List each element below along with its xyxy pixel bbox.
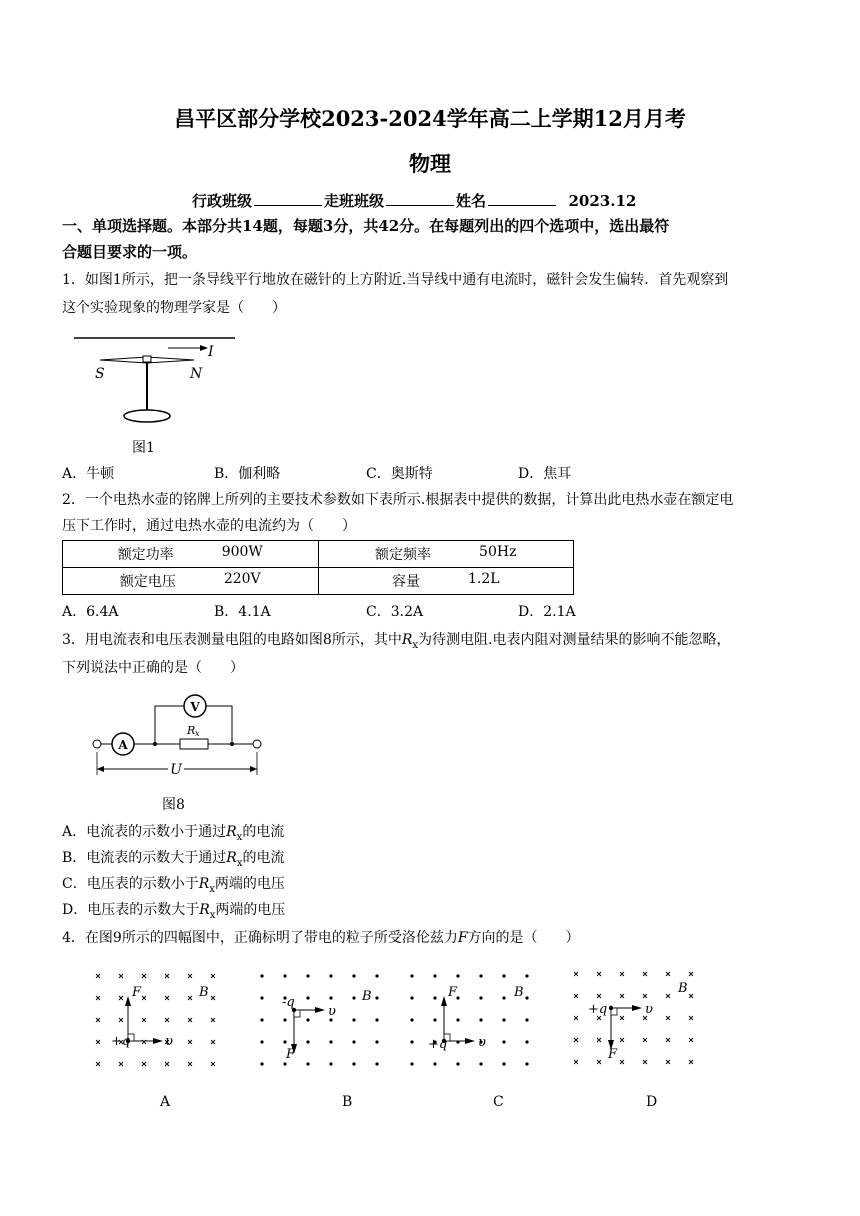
field-cross <box>597 994 601 998</box>
field-dot <box>479 1062 482 1065</box>
table-cell <box>318 568 574 595</box>
field-dot <box>352 974 355 977</box>
rx-symbol: R <box>226 824 237 840</box>
current-label: I <box>208 344 214 360</box>
field-dot <box>260 1040 263 1043</box>
field-cross <box>165 974 169 978</box>
field-dot <box>352 1040 355 1043</box>
field-cross <box>119 1018 123 1022</box>
needle-north <box>147 357 194 363</box>
field-cross <box>689 1060 693 1064</box>
section-heading-line1: 一、单项选择题。本部分共14题，每题3分，共42分。在每题列出的四个选项中，选出最符 <box>62 217 670 235</box>
q1-option-c[interactable]: C．奥斯特 <box>366 466 433 482</box>
field-cross <box>620 1038 624 1042</box>
q4-text-line1 <box>62 928 580 948</box>
admin-class-blank <box>254 191 322 206</box>
q3-option-b[interactable] <box>62 848 284 874</box>
field-dot <box>502 1018 505 1021</box>
q2-option-b[interactable]: B．4.1A <box>214 604 271 620</box>
q1-option-d[interactable]: D．焦耳 <box>518 466 572 482</box>
field-cross <box>643 972 647 976</box>
field-cross <box>211 996 215 1000</box>
option-text: B．电流表的示数大于通过 <box>62 850 227 866</box>
field-cross <box>142 996 146 1000</box>
velocity-arrow-head <box>315 1007 325 1013</box>
stand-base <box>124 410 170 422</box>
current-arrow-head <box>200 345 208 351</box>
field-cross <box>96 974 100 978</box>
field-cross <box>597 1060 601 1064</box>
figure-9-panel-c[interactable] <box>404 966 549 1078</box>
option-text: 的电流 <box>242 850 285 866</box>
table-row <box>63 568 574 595</box>
field-dot <box>433 974 436 977</box>
student-info-line <box>192 190 636 211</box>
figure-9-panel-b[interactable] <box>254 966 404 1078</box>
field-dot <box>502 996 505 999</box>
field-dot <box>329 1040 332 1043</box>
q3-text-line2: 下列说法中正确的是（ ） <box>62 660 244 676</box>
option-text: 两端的电压 <box>215 902 286 918</box>
name-blank <box>488 191 556 206</box>
force-label: F <box>608 1047 618 1062</box>
field-cross <box>165 996 169 1000</box>
force-arrow-head <box>125 996 131 1006</box>
field-dot <box>375 996 378 999</box>
field-dot <box>306 974 309 977</box>
field-label: B <box>678 981 688 996</box>
figure-9-label-b: B <box>342 1094 353 1110</box>
rx-subscript: x <box>209 909 216 921</box>
subject-title: 物理 <box>409 151 451 176</box>
field-dot <box>479 996 482 999</box>
field-cross <box>119 974 123 978</box>
field-cross <box>666 1038 670 1042</box>
q1-option-a[interactable]: A．牛顿 <box>62 466 115 482</box>
field-dot <box>260 1062 263 1065</box>
field-cross <box>643 994 647 998</box>
field-dot <box>502 974 505 977</box>
field-dot <box>260 1018 263 1021</box>
figure-8-caption: 图8 <box>162 797 185 813</box>
field-cross <box>211 1018 215 1022</box>
field-dot <box>479 974 482 977</box>
q3-text-line1 <box>62 630 730 656</box>
field-dot <box>283 1018 286 1021</box>
field-dot <box>525 974 528 977</box>
field-cross <box>643 1060 647 1064</box>
resistor <box>180 739 208 749</box>
force-symbol: F <box>457 930 468 946</box>
field-cross <box>188 1018 192 1022</box>
magnetic-field-marks <box>574 972 693 1064</box>
field-dot <box>525 996 528 999</box>
field-cross <box>689 1038 693 1042</box>
north-label: N <box>190 366 203 382</box>
rx-symbol: R <box>198 876 210 892</box>
needle-south <box>100 357 147 363</box>
capacity-label: 容量 <box>391 574 420 590</box>
figure-9-label-a: A <box>160 1094 171 1110</box>
field-cross <box>666 1060 670 1064</box>
field-cross <box>142 1062 146 1066</box>
section-heading-line2: 合题目要求的一项。 <box>62 243 198 261</box>
force-label: F <box>132 985 142 1000</box>
rx-symbol: R <box>199 902 210 918</box>
field-dot <box>525 1018 528 1021</box>
name-label: 姓名 <box>456 192 487 210</box>
field-cross <box>188 974 192 978</box>
q1-text-line1: 1．如图1所示，把一条导线平行地放在磁针的上方附近.当导线中通有电流时，磁针会发生偏转．首先观察到 <box>62 272 729 288</box>
magnetic-field-marks <box>260 974 378 1065</box>
q1-option-b[interactable]: B．伽利略 <box>214 466 281 482</box>
figure-9-panel-d[interactable] <box>568 962 708 1078</box>
field-dot <box>283 974 286 977</box>
velocity-label: υ <box>478 1035 486 1050</box>
arrow-head <box>250 766 257 772</box>
velocity-label: υ <box>645 1002 653 1017</box>
field-cross <box>96 1018 100 1022</box>
field-dot <box>410 974 413 977</box>
walk-class-label: 走班班级 <box>324 192 385 210</box>
field-dot <box>375 1040 378 1043</box>
field-cross <box>620 994 624 998</box>
field-dot <box>456 1018 459 1021</box>
particle <box>609 1006 613 1010</box>
field-dot <box>375 1018 378 1021</box>
field-cross <box>574 1016 578 1020</box>
field-cross <box>597 972 601 976</box>
field-cross <box>666 972 670 976</box>
field-cross <box>620 972 624 976</box>
q3-text-b: 为待测电阻.电表内阻对测量结果的影响不能忽略， <box>418 632 731 648</box>
resistor-label: R <box>187 724 196 737</box>
q4-text-a: 4．在图9所示的四幅图中，正确标明了带电的粒子所受洛伦兹力 <box>62 930 458 946</box>
field-dot <box>329 1062 332 1065</box>
field-cross <box>689 972 693 976</box>
field-dot <box>456 974 459 977</box>
rated-voltage-label: 额定电压 <box>119 574 176 590</box>
q3-option-a[interactable] <box>62 822 284 848</box>
q2-text-line1: 2．一个电热水壶的铭牌上所列的主要技术参数如下表所示.根据表中提供的数据，计算出此电热水壶在额定电 <box>62 492 734 508</box>
terminal-left <box>93 740 101 748</box>
arrow-head <box>97 766 104 772</box>
q2-text-line2: 压下工作时，通过电热水壶的电流约为（ ） <box>62 518 356 534</box>
rx-subscript: x <box>236 831 243 843</box>
field-dot <box>525 1062 528 1065</box>
q1-text-line2: 这个实验现象的物理学家是（ ） <box>62 300 286 316</box>
rx-subscript: x <box>236 857 243 869</box>
velocity-label: υ <box>165 1034 173 1049</box>
figure-8-circuit <box>88 692 268 784</box>
field-cross <box>142 1018 146 1022</box>
option-text: D．电压表的示数大于 <box>62 902 200 918</box>
field-dot <box>410 1018 413 1021</box>
field-dot <box>433 1018 436 1021</box>
q2-option-c[interactable]: C．3.2A <box>366 604 424 620</box>
velocity-label: υ <box>328 1004 336 1019</box>
field-dot <box>456 1062 459 1065</box>
rx-symbol: R <box>401 632 413 648</box>
field-dot <box>329 974 332 977</box>
field-dot <box>525 1040 528 1043</box>
pivot <box>143 356 151 362</box>
q3-option-c[interactable] <box>62 874 285 900</box>
field-cross <box>96 1062 100 1066</box>
voltage-label: U <box>170 762 182 778</box>
field-cross <box>666 1016 670 1020</box>
field-cross <box>689 994 693 998</box>
field-cross <box>119 1062 123 1066</box>
magnetic-field-marks <box>96 974 215 1066</box>
walk-class-blank <box>386 191 454 206</box>
exam-date: 2023.12 <box>568 192 637 210</box>
field-dot <box>352 996 355 999</box>
charge-label: +q <box>588 1002 608 1017</box>
field-cross <box>119 996 123 1000</box>
figure-1-compass <box>70 330 250 430</box>
field-dot <box>352 1062 355 1065</box>
field-cross <box>165 1062 169 1066</box>
q4-text-b: 方向的是（ ） <box>467 930 580 946</box>
field-cross <box>620 1060 624 1064</box>
table-cell <box>63 541 319 568</box>
field-dot <box>283 1040 286 1043</box>
charge-label: +q <box>111 1034 131 1049</box>
field-label: B <box>362 989 372 1004</box>
rx-subscript: x <box>412 639 419 651</box>
field-dot <box>260 974 263 977</box>
figure-9-label-c: C <box>493 1094 504 1110</box>
field-dot <box>306 1062 309 1065</box>
field-cross <box>574 1038 578 1042</box>
q3-text-a: 3．用电流表和电压表测量电阻的电路如图8所示，其中 <box>62 632 402 648</box>
field-dot <box>260 996 263 999</box>
rx-subscript: x <box>209 883 215 895</box>
field-cross <box>666 994 670 998</box>
wire <box>206 706 232 744</box>
field-cross <box>211 974 215 978</box>
force-label: F <box>286 1047 296 1062</box>
wire <box>155 706 184 744</box>
rated-frequency-value: 50Hz <box>479 544 517 560</box>
velocity-arrow-head <box>465 1038 475 1044</box>
field-dot <box>329 996 332 999</box>
field-dot <box>375 1062 378 1065</box>
table-row <box>63 541 574 568</box>
table-cell <box>63 568 319 595</box>
rated-voltage-value: 220V <box>223 571 261 587</box>
resistor-label-sub: x <box>195 729 200 738</box>
field-cross <box>188 996 192 1000</box>
velocity-arrow-head <box>632 1005 642 1011</box>
q2-option-d[interactable]: D．2.1A <box>518 604 576 620</box>
ammeter-label: A <box>118 738 128 752</box>
field-cross <box>211 1040 215 1044</box>
field-cross <box>142 974 146 978</box>
rated-power-label: 额定功率 <box>117 547 174 563</box>
field-label: B <box>514 985 524 1000</box>
force-label: F <box>448 985 458 1000</box>
option-text: A．电流表的示数小于通过 <box>62 824 227 840</box>
field-cross <box>574 972 578 976</box>
field-dot <box>410 1040 413 1043</box>
field-dot <box>306 1018 309 1021</box>
field-dot <box>502 1062 505 1065</box>
q3-option-d[interactable] <box>62 900 285 926</box>
option-text: 两端的电压 <box>214 876 285 892</box>
field-cross <box>597 1038 601 1042</box>
field-dot <box>479 1018 482 1021</box>
voltmeter-label: V <box>190 700 200 714</box>
field-cross <box>643 1038 647 1042</box>
field-dot <box>410 996 413 999</box>
field-dot <box>375 974 378 977</box>
rated-power-value: 900W <box>221 544 263 560</box>
figure-1-caption: 图1 <box>132 440 155 456</box>
rated-frequency-label: 额定频率 <box>375 547 432 563</box>
rx-symbol: R <box>226 850 237 866</box>
field-cross <box>574 1060 578 1064</box>
field-cross <box>96 1040 100 1044</box>
field-dot <box>433 996 436 999</box>
field-dot <box>306 996 309 999</box>
figure-9-label-d: D <box>646 1094 658 1110</box>
terminal-right <box>253 740 261 748</box>
exam-title: 昌平区部分学校2023-2024学年高二上学期12月月考 <box>174 106 686 131</box>
field-dot <box>283 1062 286 1065</box>
field-cross <box>188 1040 192 1044</box>
field-dot <box>433 1062 436 1065</box>
charge-label: +q <box>428 1037 448 1052</box>
south-label: S <box>95 366 105 382</box>
option-text: C．电压表的示数小于 <box>62 876 199 892</box>
field-cross <box>188 1062 192 1066</box>
field-dot <box>306 1040 309 1043</box>
field-dot <box>352 1018 355 1021</box>
figure-9-panel-a[interactable] <box>88 966 228 1078</box>
field-cross <box>574 994 578 998</box>
force-arrow-head <box>441 996 447 1006</box>
charge-label: -q <box>282 995 295 1010</box>
field-dot <box>410 1062 413 1065</box>
field-dot <box>502 1040 505 1043</box>
q1-options <box>62 464 571 484</box>
field-label: B <box>199 985 209 1000</box>
option-text: 的电流 <box>242 824 285 840</box>
admin-class-label: 行政班级 <box>192 192 253 210</box>
field-cross <box>96 996 100 1000</box>
velocity-arrow-head <box>153 1038 163 1044</box>
q2-option-a[interactable]: A．6.4A <box>62 604 119 620</box>
q2-options <box>62 602 576 622</box>
field-cross <box>211 1062 215 1066</box>
field-cross <box>165 1018 169 1022</box>
field-cross <box>689 1016 693 1020</box>
field-cross <box>620 1016 624 1020</box>
kettle-spec-table <box>62 540 574 595</box>
capacity-value: 1.2L <box>467 571 500 587</box>
table-cell <box>318 541 574 568</box>
